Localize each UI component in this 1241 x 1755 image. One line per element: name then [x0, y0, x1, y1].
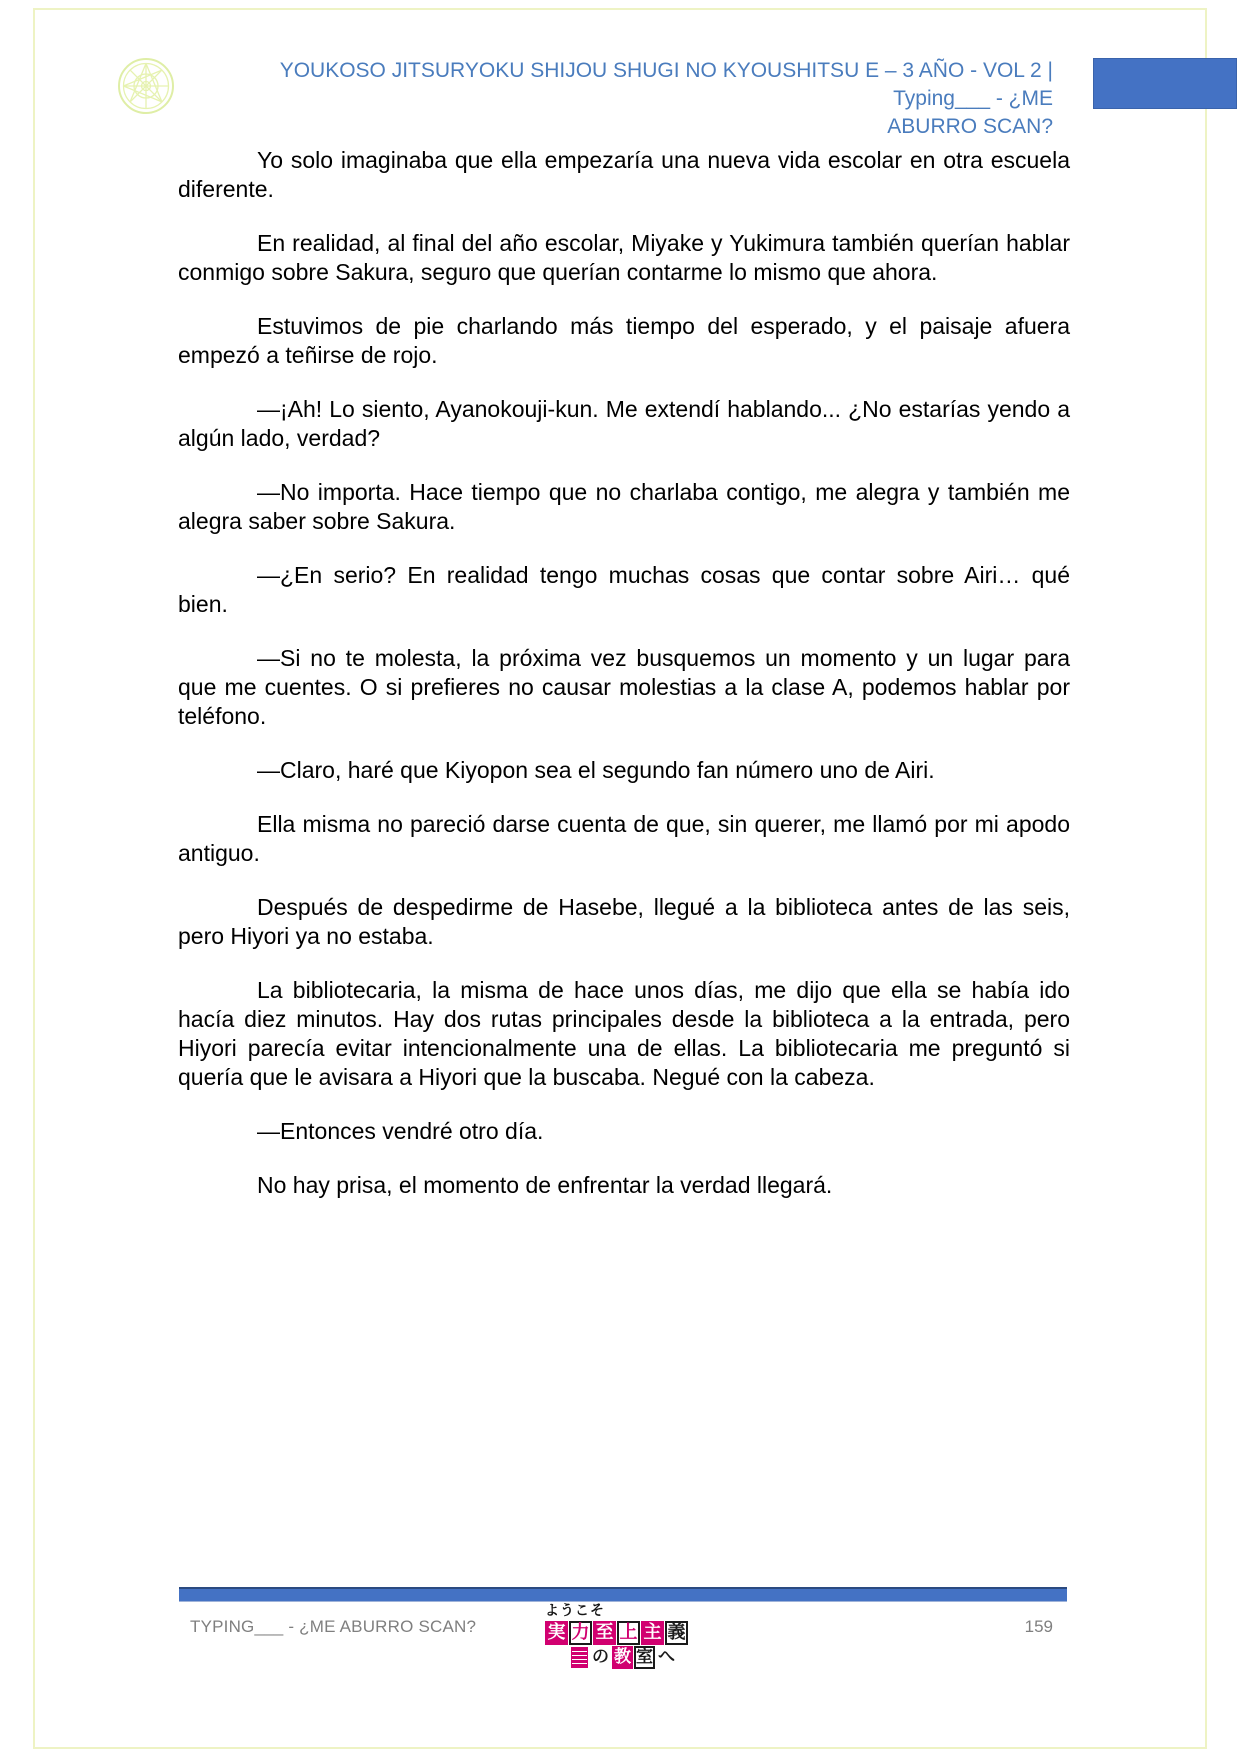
header-title [190, 57, 1053, 141]
cote-logo [545, 1604, 705, 1669]
paragraph: La bibliotecaria, la misma de hace unos días, me dijo que ella se había ido hacía diez minutos. Hay dos rutas principales desde la biblioteca a la entrada, pero Hiyori parecía evitar intencionalmente una de ellas. La bibliotecaria me preguntó si quería que le avisara a Hiyori que la buscaba. Negué con la cabeza. [178, 977, 1070, 1090]
logo-main-char: 至 [593, 1621, 616, 1645]
paragraph: Yo solo imaginaba que ella empezaría una nueva vida escolar en otra escuela diferente. [178, 147, 1070, 202]
logo-main-char: 主 [641, 1621, 664, 1645]
header-accent-rectangle [1093, 58, 1237, 109]
paragraph: —Entonces vendré otro día. [257, 1118, 544, 1144]
footer-rule [179, 1587, 1067, 1602]
footer-left-label: TYPING___ - ¿ME ABURRO SCAN? [190, 1617, 477, 1636]
logo-main-char: 実 [545, 1621, 568, 1645]
body-text [178, 146, 1070, 1225]
paragraph: —¿En serio? En realidad tengo muchas cosas que contar sobre Airi… qué bien. [178, 562, 1070, 617]
logo-furigana-block [571, 1647, 588, 1668]
logo-main-char: 上 [617, 1621, 640, 1645]
logo-main-char: 義 [665, 1621, 688, 1645]
paragraph: Después de despedirme de Hasebe, llegué a la biblioteca antes de las seis, pero Hiyori ya no estaba. [178, 894, 1070, 949]
logo-sub-char: へ [658, 1647, 675, 1667]
paragraph: Estuvimos de pie charlando más tiempo del esperado, y el paisaje afuera empezó a teñirse de rojo. [178, 313, 1070, 368]
logo-sub-row [571, 1646, 705, 1669]
logo-sub-char: 室 [636, 1647, 653, 1667]
paragraph: —Si no te molesta, la próxima vez busquemos un momento y un lugar para que me cuentes. O si prefieres no causar molestias a la clase A, podemos hablar por teléfono. [178, 645, 1070, 729]
paragraph: —¡Ah! Lo siento, Ayanokouji-kun. Me extendí hablando... ¿No estarías yendo a algún lado, verdad? [178, 396, 1070, 451]
wheel-mandala-logo-icon [117, 57, 175, 115]
paragraph: —No importa. Hace tiempo que no charlaba contigo, me alegra y también me alegra saber sobre Sakura. [178, 479, 1070, 534]
logo-main-row [545, 1621, 705, 1645]
page-number: 159 [1024, 1617, 1053, 1636]
paragraph: No hay prisa, el momento de enfrentar la verdad llegará. [257, 1172, 833, 1198]
header-title-line2: ABURRO SCAN? [887, 115, 1053, 138]
logo-sub-char: 教 [614, 1647, 631, 1667]
paragraph: —Claro, haré que Kiyopon sea el segundo fan número uno de Airi. [257, 757, 935, 783]
paragraph: Ella misma no pareció darse cuenta de que, sin querer, me llamó por mi apodo antiguo. [178, 811, 1070, 866]
logo-top-text: ようこそ [545, 1603, 605, 1619]
paragraph: En realidad, al final del año escolar, Miyake y Yukimura también querían hablar conmigo sobre Sakura, seguro que querían contarme lo mismo que ahora. [178, 230, 1070, 285]
logo-main-char: 力 [569, 1621, 592, 1645]
header-title-line1: YOUKOSO JITSURYOKU SHIJOU SHUGI NO KYOUSHITSU E – 3 AÑO - VOL 2 | Typing___ - ¿ME [279, 59, 1053, 110]
logo-sub-char: の [592, 1647, 609, 1667]
